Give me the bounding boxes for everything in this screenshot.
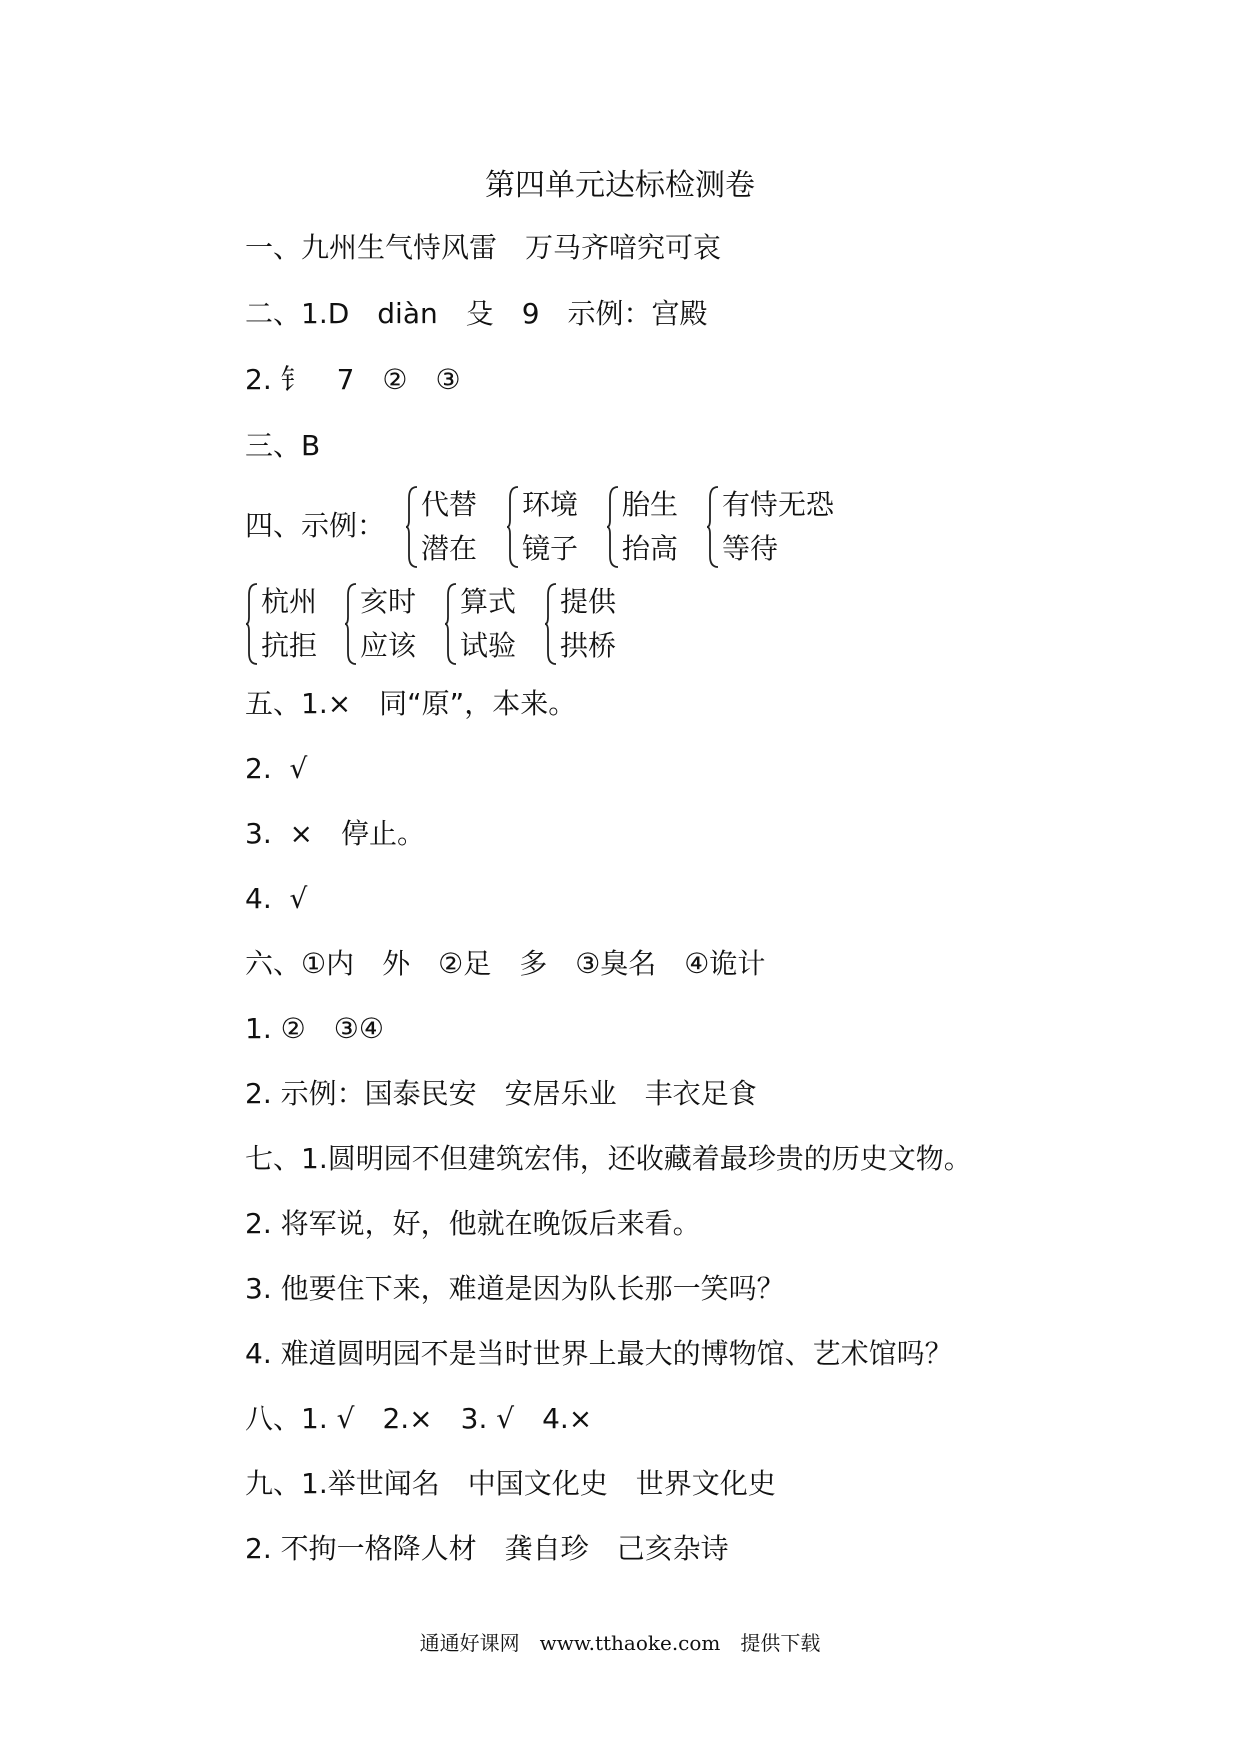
brace-icon bbox=[506, 484, 520, 570]
answer-line-9: 4. √ bbox=[245, 882, 308, 915]
answer-line-13: 七、1.圆明园不但建筑宏伟，还收藏着最珍贵的历史文物。 bbox=[245, 1142, 972, 1175]
answer-line-10: 六、①内 外 ②足 多 ③臭名 ④诡计 bbox=[245, 947, 766, 980]
answer-line-7: 2. √ bbox=[245, 752, 308, 785]
answer-line-4: 三、B bbox=[245, 429, 321, 462]
brace-icon bbox=[344, 581, 358, 667]
word-top: 亥时 bbox=[360, 585, 417, 618]
word-bottom: 拱桥 bbox=[560, 629, 617, 662]
word-top: 杭州 bbox=[261, 585, 318, 618]
page-title: 第四单元达标检测卷 bbox=[485, 168, 755, 203]
answer-line-12: 2. 示例：国泰民安 安居乐业 丰衣足食 bbox=[245, 1077, 757, 1110]
answer-line-19: 2. 不拘一格降人材 龚自珍 己亥杂诗 bbox=[245, 1532, 729, 1565]
brace-icon bbox=[544, 581, 558, 667]
brace-icon bbox=[444, 581, 458, 667]
word-top: 环境 bbox=[522, 488, 579, 521]
word-bottom: 抗拒 bbox=[261, 629, 318, 662]
answer-line-2: 二、1.D diàn 殳 9 示例：宫殿 bbox=[245, 297, 708, 330]
answer-line-14: 2. 将军说，好，他就在晚饭后来看。 bbox=[245, 1207, 701, 1240]
answer-line-15: 3. 他要住下来，难道是因为队长那一笑吗？ bbox=[245, 1272, 785, 1305]
answer-line-18: 九、1.举世闻名 中国文化史 世界文化史 bbox=[245, 1467, 776, 1500]
word-top: 代替 bbox=[421, 488, 478, 521]
answer-line-5-prefix: 四、示例： bbox=[245, 509, 386, 542]
brace-icon bbox=[245, 581, 259, 667]
word-bottom: 等待 bbox=[722, 532, 779, 565]
word-pair bbox=[544, 580, 616, 668]
word-pair bbox=[506, 483, 578, 571]
word-pair bbox=[245, 580, 317, 668]
brace-icon bbox=[405, 484, 419, 570]
word-bottom: 试验 bbox=[460, 629, 517, 662]
answer-line-6: 五、1.× 同“原”，本来。 bbox=[245, 687, 577, 720]
brace-icon bbox=[706, 484, 720, 570]
word-pair bbox=[444, 580, 516, 668]
answer-line-8: 3. × 停止。 bbox=[245, 817, 425, 850]
answer-line-17: 八、1. √ 2.× 3. √ 4.× bbox=[245, 1402, 593, 1435]
word-pair bbox=[344, 580, 416, 668]
word-bottom: 抬高 bbox=[622, 532, 679, 565]
answer-line-1: 一、九州生气恃风雷 万马齐喑究可哀 bbox=[245, 231, 722, 264]
brace-icon bbox=[606, 484, 620, 570]
answer-line-11: 1. ② ③④ bbox=[245, 1012, 384, 1045]
word-top: 有恃无恐 bbox=[722, 488, 835, 521]
footer-source: 通通好课网 www.tthaoke.com 提供下载 bbox=[419, 1631, 821, 1655]
word-bottom: 潜在 bbox=[421, 532, 478, 565]
word-top: 算式 bbox=[460, 585, 517, 618]
word-top: 提供 bbox=[560, 585, 617, 618]
answer-line-3: 2. 钅 7 ② ③ bbox=[245, 363, 461, 396]
word-pair bbox=[706, 483, 834, 571]
word-pair bbox=[405, 483, 477, 571]
word-pair bbox=[606, 483, 678, 571]
answer-line-16: 4. 难道圆明园不是当时世界上最大的博物馆、艺术馆吗？ bbox=[245, 1337, 953, 1370]
word-bottom: 应该 bbox=[360, 629, 417, 662]
word-bottom: 镜子 bbox=[522, 532, 579, 565]
word-top: 胎生 bbox=[622, 488, 679, 521]
